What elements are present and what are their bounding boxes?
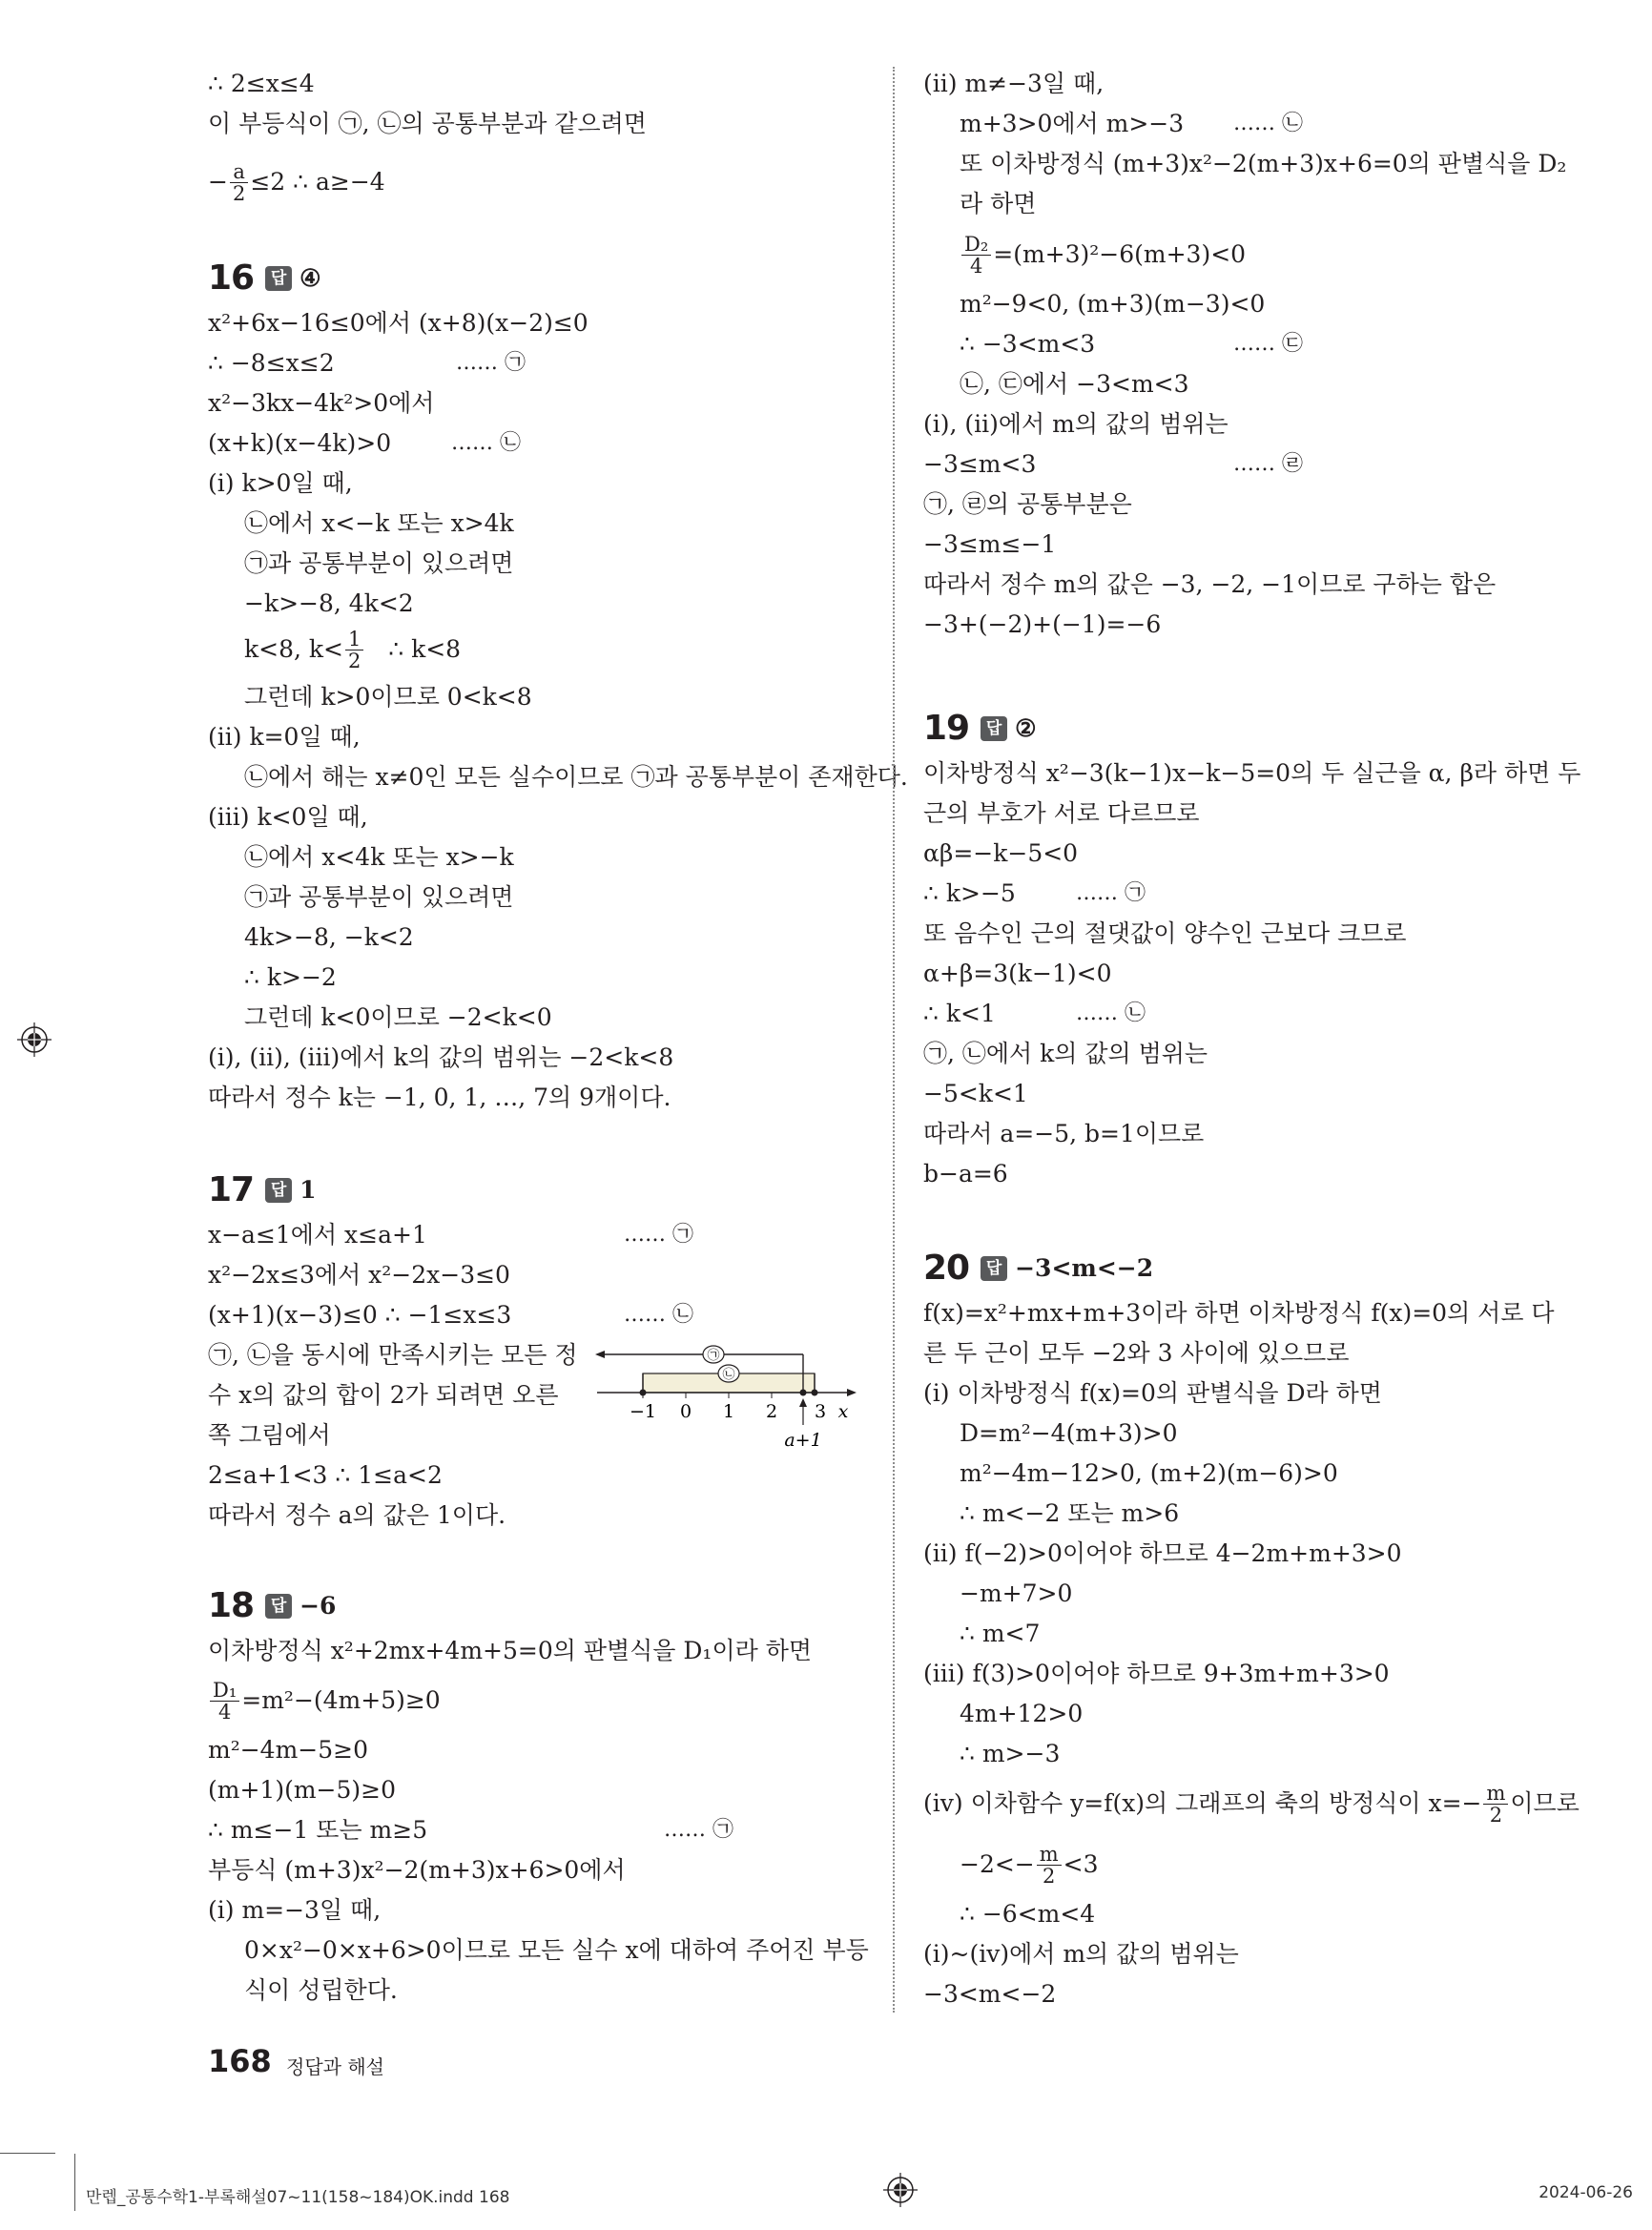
- equation-tag: …… ㉠: [456, 351, 526, 375]
- tick-label: 3: [814, 1401, 827, 1422]
- text-line: −k>−8, 4k<2: [244, 589, 414, 617]
- fraction: [210, 1680, 239, 1723]
- text-line: (m+1)(m−5)≥0: [208, 1776, 396, 1804]
- text-fragment: ≤2 ∴ a≥−4: [250, 168, 385, 196]
- text-line: (ⅰ) m=−3일 때,: [208, 1896, 382, 1924]
- fraction-numerator: D₁: [210, 1680, 239, 1702]
- crop-mark: [74, 2154, 75, 2211]
- question-header-17: [208, 1169, 317, 1211]
- registration-mark-icon: [17, 1022, 52, 1057]
- text-line: x²+6x−16≤0에서 (x+8)(x−2)≤0: [208, 309, 589, 337]
- region-1-endpoint: [800, 1390, 807, 1396]
- axis-variable: x: [837, 1401, 849, 1422]
- text-line: −5<k<1: [923, 1080, 1028, 1107]
- text-line: 근의 부호가 서로 다르므로: [923, 799, 1200, 827]
- fraction-numerator: D₂: [961, 234, 991, 256]
- tick-label: 1: [722, 1401, 735, 1422]
- text-line: 또 음수인 근의 절댓값이 양수인 근보다 크므로: [923, 919, 1407, 947]
- tick-label: −1: [629, 1401, 657, 1422]
- text-line: 식이 성립한다.: [244, 1976, 398, 2004]
- equation-tag: …… ㉡: [451, 431, 521, 455]
- text-line: ∴ k>−2: [244, 963, 337, 991]
- fraction: [1483, 1783, 1508, 1826]
- text-line: [244, 626, 461, 673]
- text-line: 이차방정식 x²−3(k−1)x−k−5=0의 두 실근을 α, β라 하면 두: [923, 759, 1581, 787]
- answer-value: −6: [299, 1592, 337, 1620]
- text-line: 라 하면: [960, 190, 1037, 217]
- answer-value: ④: [299, 264, 321, 292]
- text-line: ∴ k>−5: [923, 879, 1016, 907]
- equation-tag: …… ㉢: [1233, 332, 1303, 356]
- region-2-endpoint: [812, 1390, 818, 1396]
- question-header-19: [923, 708, 1037, 750]
- text-line: ∴ 2≤x≤4: [208, 70, 315, 97]
- text-line: (ⅲ) k<0일 때,: [208, 803, 368, 831]
- text-fragment: (ⅳ) 이차함수 y=f(x)의 그래프의 축의 방정식이 x=−: [923, 1789, 1482, 1817]
- question-number: 18: [208, 1586, 255, 1625]
- answer-badge: 답: [981, 716, 1007, 741]
- fraction-denominator: 4: [217, 1700, 232, 1724]
- text-line: ∴ k<1: [923, 1000, 996, 1027]
- text-line: 2≤a+1<3 ∴ 1≤a<2: [208, 1461, 443, 1489]
- fraction-numerator: m: [1483, 1783, 1508, 1805]
- text-line: ㉠, ㉡에서 k의 값의 범위는: [923, 1040, 1208, 1067]
- text-line: (x+1)(x−3)≤0 ∴ −1≤x≤3: [208, 1301, 512, 1329]
- answer-badge: 답: [265, 1178, 292, 1203]
- marker-label: a+1: [784, 1430, 822, 1451]
- text-line: ∴ −8≤x≤2: [208, 349, 335, 377]
- question-number: 19: [923, 709, 970, 748]
- text-line: m²−4m−12>0, (m+2)(m−6)>0: [960, 1459, 1338, 1487]
- fraction-numerator: a: [230, 161, 248, 183]
- text-line: ㉠, ㉡을 동시에 만족시키는 모든 정: [208, 1341, 578, 1369]
- question-header-16: [208, 258, 321, 299]
- text-line: 4k>−8, −k<2: [244, 923, 414, 951]
- text-line: ∴ m<7: [960, 1620, 1041, 1647]
- text-line: −3≤m≤−1: [923, 530, 1057, 558]
- text-line: [960, 231, 1246, 279]
- text-line: (ⅰ), (ⅱ)에서 m의 값의 범위는: [923, 410, 1229, 438]
- text-fragment: k<8, k<: [244, 635, 343, 663]
- fraction-numerator: m: [1037, 1844, 1062, 1866]
- text-line: ∴ m<−2 또는 m>6: [960, 1499, 1180, 1527]
- answer-value: ②: [1015, 714, 1037, 742]
- text-line: 른 두 근이 모두 −2와 3 사이에 있으므로: [923, 1339, 1350, 1367]
- text-line: [923, 1780, 1580, 1827]
- minus-sign: −: [208, 168, 228, 196]
- fraction-denominator: 2: [1043, 1864, 1056, 1888]
- question-header-20: [923, 1248, 1153, 1290]
- text-line: 수 x의 값의 합이 2가 되려면 오른: [208, 1381, 559, 1409]
- text-line: 또 이차방정식 (m+3)x²−2(m+3)x+6=0의 판별식을 D₂: [960, 150, 1567, 177]
- answer-badge: 답: [981, 1256, 1007, 1281]
- text-line: [960, 1841, 1099, 1889]
- text-line: b−a=6: [923, 1160, 1008, 1187]
- text-line: 이 부등식이 ㉠, ㉡의 공통부분과 같으려면: [208, 110, 647, 137]
- equation-tag: …… ㉠: [1076, 881, 1146, 905]
- text-fragment: =m²−(4m+5)≥0: [241, 1686, 441, 1714]
- text-line: (ⅲ) f(3)>0이어야 하므로 9+3m+m+3>0: [923, 1660, 1390, 1687]
- equation-tag: …… ㉡: [1233, 112, 1303, 135]
- question-number: 20: [923, 1249, 970, 1288]
- answer-value: 1: [299, 1176, 317, 1204]
- text-line: m²−4m−5≥0: [208, 1736, 368, 1764]
- text-line: (ⅱ) m≠−3일 때,: [923, 70, 1105, 97]
- text-line: α+β=3(k−1)<0: [923, 960, 1112, 987]
- number-line-figure: [591, 1333, 868, 1459]
- text-line: 따라서 a=−5, b=1이므로: [923, 1120, 1205, 1147]
- text-line: −m+7>0: [960, 1580, 1073, 1607]
- text-line: (x+k)(x−4k)>0: [208, 429, 392, 457]
- text-line: f(x)=x²+mx+m+3이라 하면 이차방정식 f(x)=0의 서로 다: [923, 1299, 1555, 1327]
- fraction-numerator: 1: [345, 629, 363, 650]
- text-line: ∴ m≤−1 또는 m≥5: [208, 1816, 428, 1844]
- text-line: ㉡에서 x<−k 또는 x>4k: [244, 509, 514, 537]
- answer-badge: 답: [265, 1594, 292, 1619]
- equation-tag: …… ㉡: [624, 1303, 693, 1327]
- text-line: 0×x²−0×x+6>0이므로 모든 실수 x에 대하여 주어진 부등: [244, 1936, 869, 1964]
- text-line: D=m²−4(m+3)>0: [960, 1419, 1178, 1447]
- text-line: (ⅰ), (ⅱ), (ⅲ)에서 k의 값의 범위는 −2<k<8: [208, 1043, 674, 1071]
- text-line: 그런데 k>0이므로 0<k<8: [244, 683, 532, 711]
- region-2-label: ㉡: [722, 1368, 735, 1382]
- text-line: [208, 1677, 441, 1724]
- text-line: ∴ −3<m<3: [960, 330, 1096, 358]
- equation-tag: …… ㉠: [624, 1223, 693, 1247]
- text-line: 따라서 정수 k는 −1, 0, 1, …, 7의 9개이다.: [208, 1084, 671, 1111]
- fraction: [345, 629, 363, 671]
- text-line: ∴ −6<m<4: [960, 1900, 1096, 1928]
- registration-mark-icon: [883, 2173, 918, 2207]
- text-line: (ⅱ) f(−2)>0이어야 하므로 4−2m+m+3>0: [923, 1539, 1402, 1567]
- answer-value: −3<m<−2: [1015, 1254, 1154, 1282]
- region-1-label: ㉠: [707, 1349, 720, 1363]
- text-line: [208, 159, 385, 205]
- question-header-18: [208, 1585, 336, 1627]
- text-line: x−a≤1에서 x≤a+1: [208, 1221, 427, 1249]
- fraction-denominator: 2: [348, 649, 361, 672]
- text-line: 이차방정식 x²+2mx+4m+5=0의 판별식을 D₁이라 하면: [208, 1637, 812, 1664]
- text-fragment: ∴ k<8: [365, 635, 462, 663]
- text-line: (ⅰ) k>0일 때,: [208, 469, 353, 497]
- equation-tag: …… ㉡: [1076, 1001, 1146, 1025]
- text-line: ㉠과 공통부분이 있으려면: [244, 883, 514, 911]
- text-line: ㉡에서 해는 x≠0인 모든 실수이므로 ㉠과 공통부분이 존재한다.: [244, 763, 908, 791]
- text-line: ㉡에서 x<4k 또는 x>−k: [244, 843, 514, 871]
- text-line: 쪽 그림에서: [208, 1421, 331, 1449]
- text-line: x²−2x≤3에서 x²−2x−3≤0: [208, 1261, 510, 1289]
- fraction: [961, 234, 991, 277]
- text-line: 부등식 (m+3)x²−2(m+3)x+6>0에서: [208, 1856, 626, 1884]
- text-line: (ⅰ)~(ⅳ)에서 m의 값의 범위는: [923, 1940, 1239, 1968]
- text-line: −3≤m<3: [923, 450, 1037, 478]
- fraction-denominator: 4: [969, 254, 983, 278]
- print-date: 2024-06-26: [1538, 2183, 1633, 2202]
- fraction: [230, 161, 248, 204]
- text-line: x²−3kx−4k²>0에서: [208, 389, 435, 417]
- question-number: 16: [208, 258, 255, 298]
- question-number: 17: [208, 1170, 255, 1209]
- column-divider: [893, 67, 895, 2013]
- answer-badge: 답: [265, 266, 292, 291]
- tick-label: 2: [765, 1401, 778, 1422]
- text-line: ㉠, ㉣의 공통부분은: [923, 490, 1132, 518]
- equation-tag: …… ㉣: [1233, 452, 1303, 476]
- fraction-denominator: 2: [232, 181, 246, 205]
- tick-label: 0: [679, 1401, 692, 1422]
- text-line: ∴ m>−3: [960, 1740, 1061, 1767]
- text-line: −3<m<−2: [923, 1980, 1057, 2008]
- axis-arrow-head: [847, 1389, 857, 1396]
- page-number: 168: [208, 2043, 272, 2079]
- text-line: ㉠과 공통부분이 있으려면: [244, 549, 514, 577]
- fraction: [1037, 1844, 1062, 1887]
- text-fragment: =(m+3)²−6(m+3)<0: [993, 240, 1247, 268]
- text-line: 따라서 정수 m의 값은 −3, −2, −1이므로 구하는 합은: [923, 570, 1497, 598]
- text-line: (ⅰ) 이차방정식 f(x)=0의 판별식을 D라 하면: [923, 1379, 1382, 1407]
- text-line: ㉡, ㉢에서 −3<m<3: [960, 370, 1189, 398]
- crop-mark: [0, 2153, 55, 2154]
- text-line: −3+(−2)+(−1)=−6: [923, 610, 1162, 638]
- region-1-arrow: [595, 1351, 605, 1358]
- text-line: 그런데 k<0이므로 −2<k<0: [244, 1003, 552, 1031]
- text-line: 4m+12>0: [960, 1700, 1084, 1727]
- text-line: m²−9<0, (m+3)(m−3)<0: [960, 290, 1266, 318]
- print-file-info: 만렙_공통수학1-부록해설07~11(158~184)OK.indd 168: [86, 2188, 510, 2207]
- text-line: αβ=−k−5<0: [923, 839, 1079, 867]
- section-label: 정답과 해설: [286, 2055, 384, 2078]
- text-fragment: −2<−: [960, 1850, 1035, 1878]
- fraction-denominator: 2: [1489, 1803, 1503, 1827]
- text-line: m+3>0에서 m>−3: [960, 110, 1185, 137]
- text-fragment: <3: [1063, 1850, 1099, 1878]
- text-line: 따라서 정수 a의 값은 1이다.: [208, 1501, 506, 1529]
- text-fragment: 이므로: [1510, 1789, 1580, 1817]
- marker-arrow-head: [799, 1398, 807, 1407]
- text-line: (ⅱ) k=0일 때,: [208, 723, 361, 751]
- equation-tag: …… ㉠: [664, 1818, 733, 1842]
